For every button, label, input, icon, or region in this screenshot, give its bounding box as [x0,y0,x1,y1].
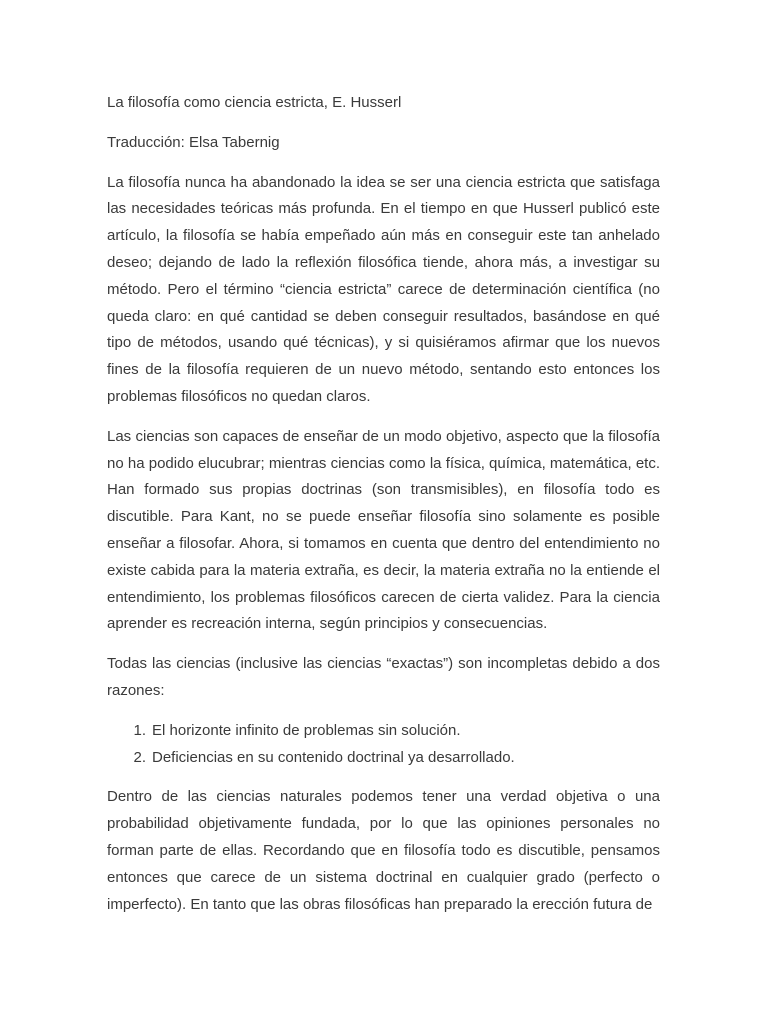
list-item-text: El horizonte infinito de problemas sin solución. [152,721,461,739]
paragraph-2: Las ciencias son capaces de enseñar de un modo objetivo, aspecto que la filosofía no ha podido elucubrar; mientras ciencias como la física, química, matemática, etc. Han formado sus propias doctrinas (son transmisibles), en filosofía todo es discutible. Para Kant, no se puede enseñar filosofía sino solamente es posible enseñar a filosofar. Ahora, si tomamos en cuenta que dentro del entendimiento no existe cabida para la materia extraña, es decir, la materia extraña no la entiende el entendimiento, los problemas filosóficos carecen de cierta validez. Para la ciencia aprender es recreación interna, según principios y consecuencias. [107,427,660,633]
list-item-text: Deficiencias en su contenido doctrinal ya desarrollado. [152,748,515,766]
list-item [107,745,660,772]
list-item-number: 1. [133,721,146,739]
document-title: La filosofía como ciencia estricta, E. Husserl [107,94,402,111]
document-page [107,90,660,918]
paragraph-1: La filosofía nunca ha abandonado la idea se ser una ciencia estricta que satisfaga las necesidades teóricas más profunda. En el tiempo en que Husserl publicó este artículo, la filosofía se había empeñado aún más en conseguir este tan anhelado deseo; dejando de lado la reflexión filosófica tiende, ahora más, a investigar su método. Pero el término “ciencia estricta” carece de determinación científica (no queda claro: en qué cantidad se deben conseguir resultados, basándose en qué tipo de métodos, usando qué técnicas), y si quisiéramos afirmar que los nuevos fines de la filosofía requieren de un nuevo método, sentando esto entonces los problemas filosóficos no quedan claros. [107,173,660,405]
paragraph-3: Todas las ciencias (inclusive las ciencias “exactas”) son incompletas debido a dos razones: [107,655,660,699]
list-item-number: 2. [133,748,146,766]
reasons-list [107,718,660,772]
paragraph-4: Dentro de las ciencias naturales podemos tener una verdad objetiva o una probabilidad objetivamente fundada, por lo que las opiniones personales no forman parte de ellas. Recordando que en filosofía todo es discutible, pensamos entonces que carece de un sistema doctrinal en cualquier grado (perfecto o imperfecto). En tanto que las obras filosóficas han preparado la erección futura de [107,788,660,913]
list-item [107,718,660,745]
translator-credit: Traducción: Elsa Tabernig [107,133,280,151]
